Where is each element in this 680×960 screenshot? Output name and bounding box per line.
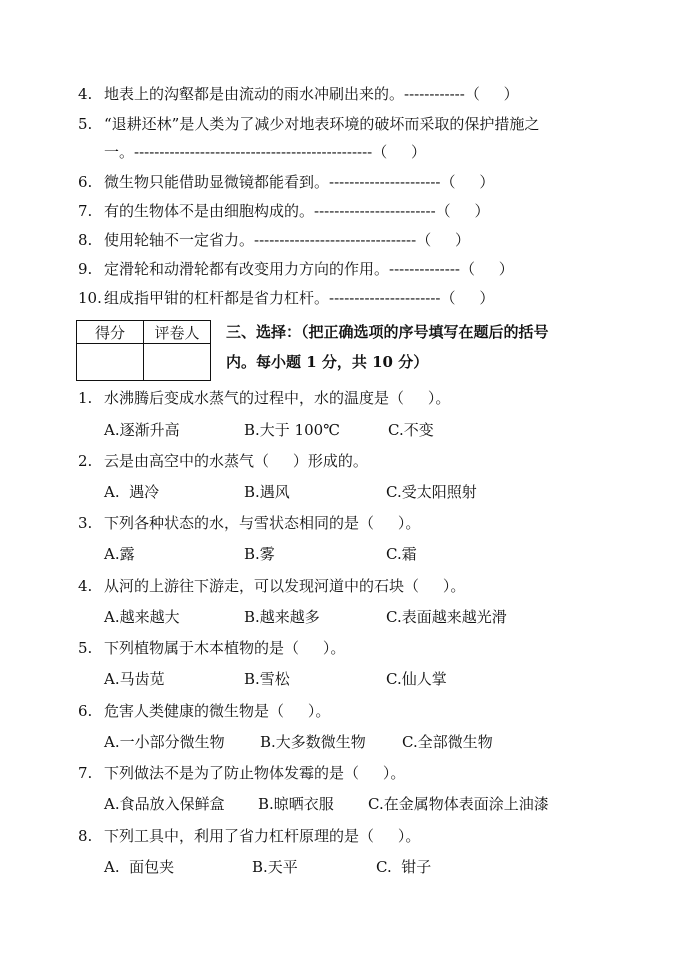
judgment-item-8: [78, 230, 470, 250]
judgment-item-9: [78, 259, 514, 279]
question-text: 下列各种状态的水，与雪状态相同的是（ ）。: [104, 514, 421, 532]
option-a: A. 遇冷: [104, 483, 160, 501]
question-number: 6.: [78, 702, 93, 720]
question-number: 7.: [78, 202, 93, 220]
option-b: B.晾晒衣服: [258, 795, 334, 813]
question-text: 危害人类健康的微生物是（ ）。: [104, 702, 331, 720]
judgment-item-10: [78, 288, 494, 308]
question-number: 10.: [78, 289, 102, 307]
section-title-line2: 内。每小题 1 分，共 10 分）: [226, 353, 429, 371]
question-text: 从河的上游往下游走，可以发现河道中的石块（ ）。: [104, 577, 466, 595]
score-cell[interactable]: [77, 344, 144, 381]
question-number: 5.: [78, 115, 93, 133]
question-number: 5.: [78, 639, 93, 657]
judgment-item-4: [78, 84, 519, 104]
option-a: A.马齿苋: [104, 670, 165, 688]
option-c: C.仙人掌: [386, 670, 447, 688]
choice-item-2: [78, 451, 368, 471]
question-number: 7.: [78, 764, 93, 782]
choice-item-5: [78, 638, 345, 658]
option-c: C.在金属物体表面涂上油漆: [368, 795, 549, 813]
choice-item-4: [78, 576, 465, 596]
question-number: 4.: [78, 577, 93, 595]
option-b: B.雪松: [244, 670, 290, 688]
question-text: 下列做法不是为了防止物体发霉的是（ ）。: [104, 764, 406, 782]
option-c: C.霜: [386, 545, 417, 563]
question-text: 使用轮轴不一定省力。--------------------------------（ ）: [104, 231, 471, 249]
judgment-item-6: [78, 172, 494, 192]
question-number: 9.: [78, 260, 93, 278]
score-table: [76, 320, 211, 381]
option-c: C.不变: [388, 421, 434, 439]
question-text: 水沸腾后变成水蒸气的过程中，水的温度是（ ）。: [104, 389, 451, 407]
judgment-item-5-continuation: 一。-----------------------------------------------（ ）: [104, 143, 427, 161]
choice-item-7: [78, 763, 405, 783]
option-a: A. 面包夹: [104, 858, 175, 876]
question-text: “退耕还林”是人类为了减少对地表环境的破坏而采取的保护措施之: [104, 115, 540, 133]
option-c: C.受太阳照射: [386, 483, 477, 501]
option-b: B.越来越多: [244, 608, 320, 626]
question-number: 8.: [78, 827, 93, 845]
question-text: 下列工具中，利用了省力杠杆原理的是（ ）。: [104, 827, 421, 845]
question-text: 组成指甲钳的杠杆都是省力杠杆。----------------------（ ）: [104, 289, 495, 307]
option-c: C. 钳子: [376, 858, 432, 876]
section-title-line1: 三、选择：（把正确选项的序号填写在题后的括号: [226, 323, 549, 341]
question-number: 8.: [78, 231, 93, 249]
question-number: 3.: [78, 514, 93, 532]
option-a: A.露: [104, 545, 135, 563]
question-text: 微生物只能借助显微镜都能看到。----------------------（ ）: [104, 173, 495, 191]
question-number: 4.: [78, 85, 93, 103]
choice-item-6: [78, 701, 330, 721]
question-text: 云是由高空中的水蒸气（ ）形成的。: [104, 452, 368, 470]
question-number: 1.: [78, 389, 93, 407]
choice-item-8: [78, 826, 420, 846]
grader-cell[interactable]: [144, 344, 211, 381]
question-text: 下列植物属于木本植物的是（ ）。: [104, 639, 346, 657]
judgment-item-5: [78, 114, 539, 134]
option-a: A.越来越大: [104, 608, 180, 626]
option-b: B.雾: [244, 545, 275, 563]
option-a: A.食品放入保鲜盒: [104, 795, 225, 813]
grader-header: 评卷人: [144, 321, 211, 344]
option-c: C.表面越来越光滑: [386, 608, 507, 626]
option-a: A.一小部分微生物: [104, 733, 225, 751]
score-header: 得分: [77, 321, 144, 344]
choice-item-3: [78, 513, 420, 533]
question-number: 6.: [78, 173, 93, 191]
option-b: B.大多数微生物: [260, 733, 366, 751]
judgment-item-7: [78, 201, 489, 221]
question-text: 有的生物体不是由细胞构成的。------------------------（ ）: [104, 202, 490, 220]
option-b: B.天平: [252, 858, 298, 876]
question-number: 2.: [78, 452, 93, 470]
option-b: B.遇风: [244, 483, 290, 501]
question-text: 地表上的沟壑都是由流动的雨水冲刷出来的。------------（ ）: [104, 85, 519, 103]
option-c: C.全部微生物: [402, 733, 493, 751]
option-b: B.大于 100℃: [244, 421, 340, 439]
option-a: A.逐渐升高: [104, 421, 180, 439]
choice-item-1: [78, 388, 450, 408]
question-text: 定滑轮和动滑轮都有改变用力方向的作用。--------------（ ）: [104, 260, 514, 278]
